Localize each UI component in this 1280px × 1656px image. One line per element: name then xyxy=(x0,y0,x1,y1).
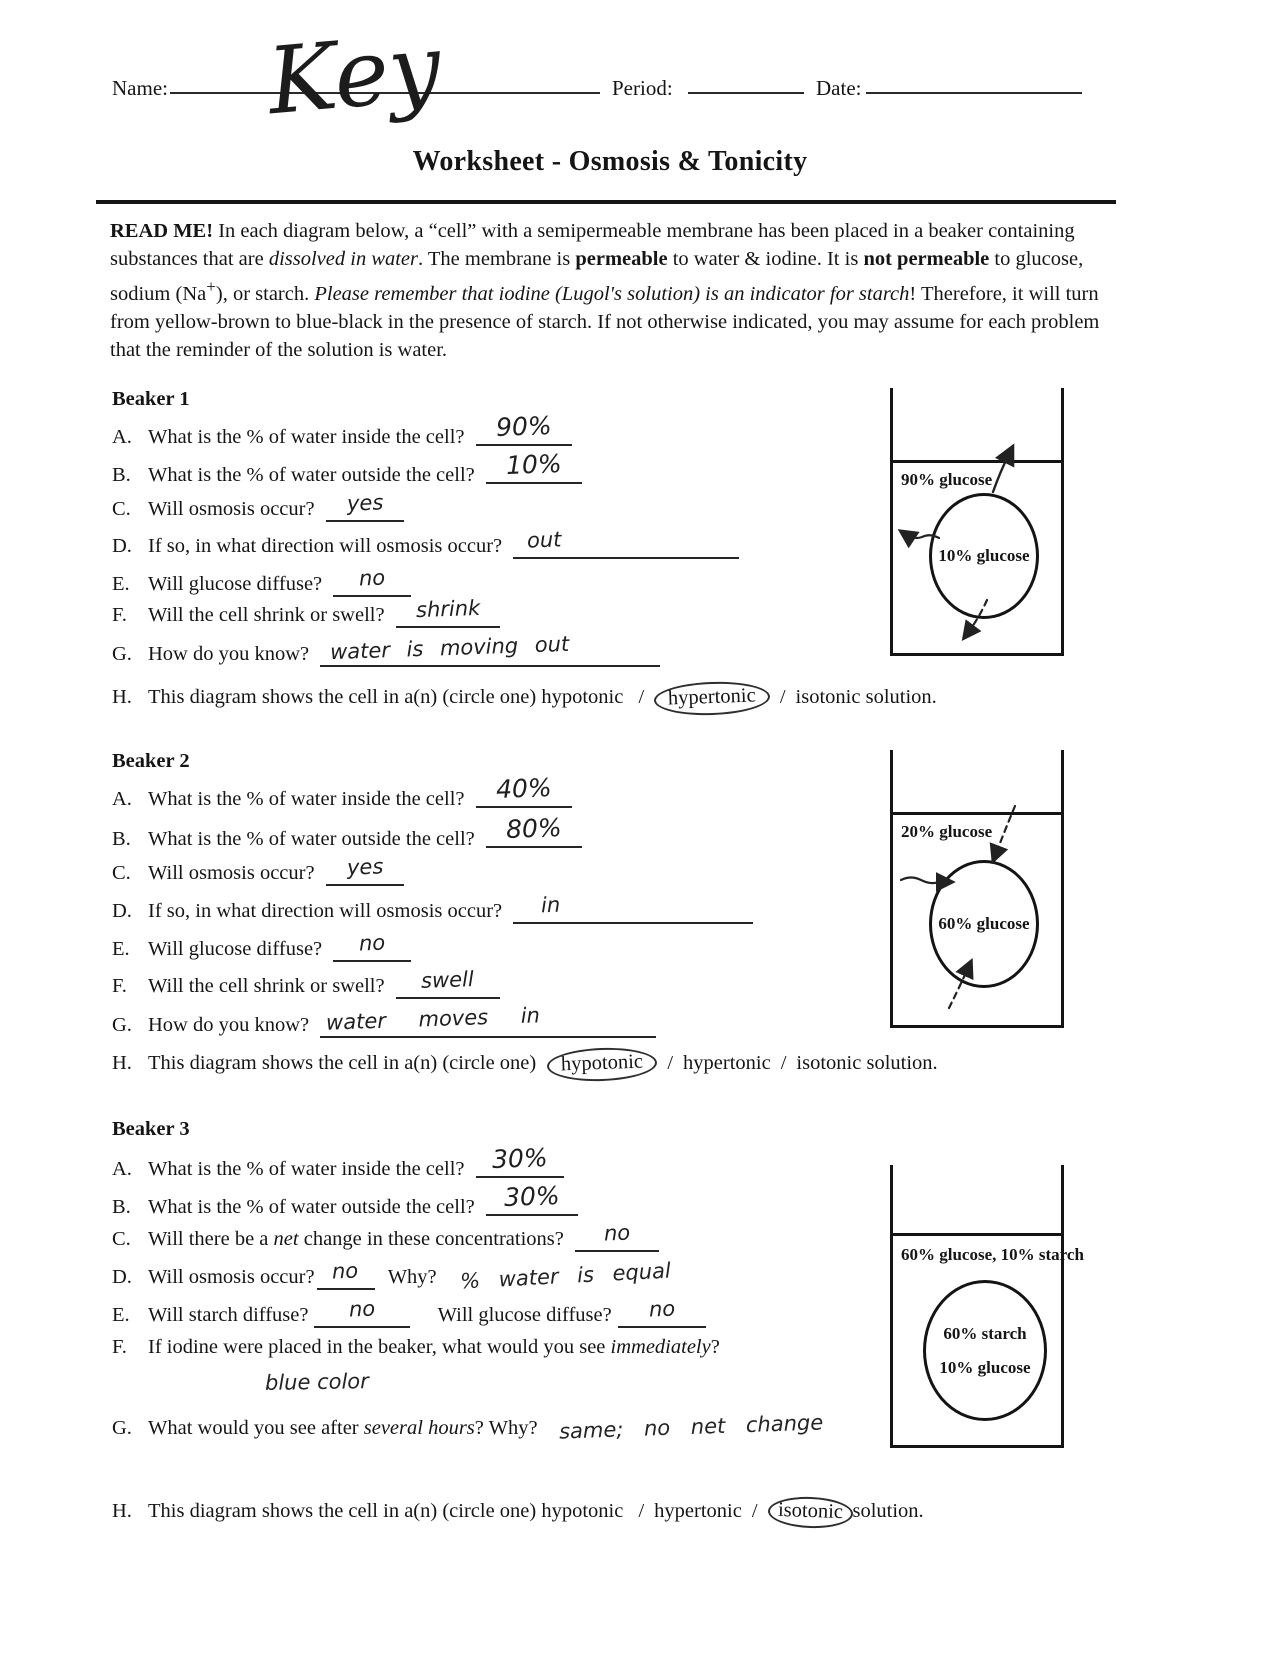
cell-label: 10% glucose xyxy=(938,546,1030,565)
question-text: Why? xyxy=(387,1266,437,1288)
handwritten-answer: yes xyxy=(346,490,384,516)
answer-blank xyxy=(486,813,582,848)
question-text: Will the cell shrink or swell? xyxy=(148,975,385,997)
b1-question-f xyxy=(112,595,500,628)
option-separator: / xyxy=(779,686,786,708)
question-letter: C. xyxy=(112,862,131,884)
question-letter: H. xyxy=(112,1052,132,1074)
b1-question-h xyxy=(112,682,937,715)
answer-blank xyxy=(396,967,500,999)
readme-seg: Please remember that iodine (Lugol's solution) is an indicator for starch xyxy=(314,282,910,305)
answer-blank xyxy=(486,1181,578,1216)
b1-question-c xyxy=(112,490,404,522)
b3-question-b xyxy=(112,1181,578,1219)
b3-question-c xyxy=(112,1220,659,1252)
handwritten-answer: out xyxy=(526,527,563,553)
cell-label: 60% starch xyxy=(943,1323,1027,1343)
question-letter: G. xyxy=(112,1014,132,1036)
beaker2-heading: Beaker 2 xyxy=(112,750,190,772)
question-text: If iodine were placed in the beaker, what would you see xyxy=(148,1336,611,1358)
handwritten-answer: water moves in xyxy=(325,1003,541,1035)
handwritten-answer: no xyxy=(358,930,386,956)
question-letter: F. xyxy=(112,975,127,997)
handwritten-answer: same; no net change xyxy=(558,1410,824,1444)
b1-question-b xyxy=(112,449,582,487)
answer-blank xyxy=(333,930,411,962)
question-text: This diagram shows the cell in a(n) (circle one) hypotonic xyxy=(148,686,624,708)
cell-label: 10% glucose xyxy=(939,1357,1031,1377)
answer-blank xyxy=(326,854,404,886)
question-text: solution. xyxy=(866,1052,938,1074)
question-text: How do you know? xyxy=(148,643,310,665)
period-line xyxy=(688,72,804,94)
question-text: Will glucose diffuse? xyxy=(148,938,323,960)
readme-seg: to water & iodine. It is xyxy=(667,248,864,270)
question-letter: C. xyxy=(112,498,131,520)
question-text: What is the % of water outside the cell? xyxy=(148,464,475,486)
tonicity-option: hypertonic xyxy=(654,1500,742,1522)
readme-paragraph xyxy=(110,217,1116,364)
answer-blank xyxy=(476,1143,564,1178)
answer-blank xyxy=(326,490,404,522)
handwritten-answer: 90% xyxy=(495,411,552,442)
question-text: How do you know? xyxy=(148,1014,310,1036)
readme-seg: not permeable xyxy=(863,248,990,270)
answer-blank xyxy=(575,1220,659,1252)
question-letter: H. xyxy=(112,686,132,708)
question-text: ? Why? xyxy=(474,1417,538,1439)
answer-blank xyxy=(320,1003,656,1038)
question-text: Will there be a xyxy=(148,1228,274,1250)
answer-blank xyxy=(476,411,572,446)
handwritten-answer: no xyxy=(603,1220,631,1246)
b3-question-g xyxy=(112,1410,824,1444)
cell-membrane xyxy=(929,860,1039,988)
option-separator: / xyxy=(780,1052,787,1074)
answer-blank xyxy=(317,1258,375,1290)
beaker1-diagram xyxy=(890,388,1064,656)
b2-question-f xyxy=(112,967,500,999)
option-separator: / xyxy=(667,1052,674,1074)
answer-blank xyxy=(486,449,582,484)
question-letter: G. xyxy=(112,643,132,665)
beaker3-heading: Beaker 3 xyxy=(112,1118,190,1140)
beaker1-heading: Beaker 1 xyxy=(112,388,190,410)
tonicity-option: hypertonic xyxy=(683,1052,771,1074)
question-letter: C. xyxy=(112,1228,131,1250)
circled-answer: hypotonic xyxy=(547,1046,658,1083)
b3-question-d xyxy=(112,1258,672,1294)
b3-question-f xyxy=(112,1336,720,1359)
handwritten-answer: swell xyxy=(420,967,475,993)
question-text: solution. xyxy=(865,686,937,708)
question-text-italic: immediately xyxy=(610,1336,711,1358)
question-letter: A. xyxy=(112,788,132,810)
question-letter: B. xyxy=(112,828,131,850)
solution-label: 20% glucose xyxy=(901,822,993,841)
question-text: ? xyxy=(710,1336,720,1358)
question-text: If so, in what direction will osmosis occur? xyxy=(148,900,503,922)
handwritten-answer: no xyxy=(332,1258,360,1284)
page-title: Worksheet - Osmosis & Tonicity xyxy=(412,146,808,177)
solution-label: 60% glucose, 10% starch xyxy=(901,1245,1084,1264)
b2-question-c xyxy=(112,854,404,886)
readme-seg: ), or starch. xyxy=(215,282,315,305)
readme-seg: ! Therefore, it will turn from yellow-brown to blue-black in the presence of starch. If not otherwise indicated, you may assume for each problem that the reminder of the solution is water. xyxy=(110,282,1100,361)
b3-answer-f xyxy=(265,1370,369,1395)
answer-blank xyxy=(618,1296,706,1328)
readme-seg: . The membrane is xyxy=(418,248,576,270)
beaker3-diagram xyxy=(890,1165,1084,1448)
question-letter: E. xyxy=(112,1304,130,1326)
cell-membrane xyxy=(923,1280,1047,1421)
question-letter: F. xyxy=(112,1336,127,1358)
date-label: Date: xyxy=(816,76,862,100)
period-label: Period: xyxy=(612,76,673,100)
water-line xyxy=(893,1233,1061,1236)
question-text: Will starch diffuse? xyxy=(148,1304,309,1326)
handwritten-answer: 30% xyxy=(503,1181,561,1212)
question-text: What is the % of water outside the cell? xyxy=(148,828,475,850)
question-text: Will osmosis occur? xyxy=(148,862,315,884)
divider-rule xyxy=(96,200,1116,204)
question-text: solution. xyxy=(852,1500,924,1522)
option-separator: / xyxy=(751,1500,758,1522)
readme-seg: dissolved in water xyxy=(268,248,419,270)
b2-question-g xyxy=(112,1003,656,1038)
b1-question-g xyxy=(112,631,660,667)
name-signature: Key xyxy=(263,13,445,136)
answer-blank xyxy=(476,773,572,808)
b2-question-b xyxy=(112,813,582,851)
handwritten-answer: yes xyxy=(346,854,384,880)
b2-question-d xyxy=(112,892,753,924)
handwritten-answer: 30% xyxy=(491,1143,548,1174)
circled-answer: hypertonic xyxy=(654,680,771,717)
question-letter: H. xyxy=(112,1500,132,1522)
date-line xyxy=(866,72,1082,94)
question-text: This diagram shows the cell in a(n) (circle one) xyxy=(148,1052,537,1074)
answer-blank xyxy=(320,631,660,667)
answer-blank xyxy=(333,565,411,597)
question-letter: E. xyxy=(112,938,130,960)
readme-superscript: + xyxy=(206,277,216,296)
question-letter: B. xyxy=(112,464,131,486)
handwritten-answer: 10% xyxy=(505,449,563,480)
question-text: Will osmosis occur? xyxy=(148,1266,315,1288)
question-text: This diagram shows the cell in a(n) (circle one) hypotonic xyxy=(148,1500,624,1522)
question-text-italic: net xyxy=(273,1228,299,1250)
handwritten-answer: in xyxy=(540,892,561,918)
readme-seg: to glucose, sodium (Na xyxy=(110,248,1084,305)
solution-label: 90% glucose xyxy=(901,470,993,489)
handwritten-answer: no xyxy=(348,1296,376,1322)
water-line xyxy=(893,460,1061,463)
question-text: change in these concentrations? xyxy=(298,1228,564,1250)
handwritten-answer: no xyxy=(358,565,386,591)
readme-seg: In each diagram below, a “cell” with a semipermeable membrane has been placed in a beaker containing substances that are xyxy=(110,220,1075,270)
b1-question-e xyxy=(112,565,411,597)
question-letter: D. xyxy=(112,535,132,557)
cell-label: 60% glucose xyxy=(938,914,1030,933)
question-text: Will osmosis occur? xyxy=(148,498,315,520)
circled-answer: isotonic xyxy=(767,1496,853,1530)
question-text: What would you see after xyxy=(148,1417,364,1439)
question-letter: F. xyxy=(112,604,127,626)
b2-question-e xyxy=(112,930,411,962)
handwritten-answer: shrink xyxy=(415,595,481,623)
tonicity-option: isotonic xyxy=(795,686,861,708)
water-line xyxy=(893,812,1061,815)
b2-question-a xyxy=(112,773,572,811)
question-letter: A. xyxy=(112,426,132,448)
b3-question-a xyxy=(112,1143,564,1181)
handwritten-answer: 40% xyxy=(495,773,552,804)
answer-blank xyxy=(396,595,500,628)
question-text: What is the % of water inside the cell? xyxy=(148,426,465,448)
question-text: Will the cell shrink or swell? xyxy=(148,604,385,626)
question-letter: A. xyxy=(112,1158,132,1180)
tonicity-option: isotonic xyxy=(796,1052,862,1074)
question-text: Will glucose diffuse? xyxy=(437,1304,612,1326)
b2-question-h xyxy=(112,1048,938,1081)
cell-membrane xyxy=(929,493,1039,619)
option-separator: / xyxy=(638,1500,645,1522)
answer-blank xyxy=(513,892,753,924)
question-letter: G. xyxy=(112,1417,132,1439)
handwritten-answer: no xyxy=(648,1296,676,1322)
b3-question-e xyxy=(112,1296,706,1328)
b1-question-a xyxy=(112,411,572,449)
question-letter: E. xyxy=(112,573,130,595)
name-label: Name: xyxy=(112,76,168,100)
question-letter: D. xyxy=(112,1266,132,1288)
question-letter: D. xyxy=(112,900,132,922)
beaker2-diagram xyxy=(890,750,1064,1028)
handwritten-answer: water is moving out xyxy=(329,631,570,665)
answer-blank xyxy=(513,527,739,559)
question-text: Will glucose diffuse? xyxy=(148,573,323,595)
b1-question-d xyxy=(112,527,739,559)
question-text: What is the % of water inside the cell? xyxy=(148,788,465,810)
readme-label: READ ME! xyxy=(110,220,214,242)
handwritten-answer: 80% xyxy=(505,813,563,844)
option-separator: / xyxy=(638,686,645,708)
b3-question-h xyxy=(112,1497,924,1528)
handwritten-answer: % water is equal xyxy=(459,1258,672,1294)
question-text-italic: several hours xyxy=(363,1417,475,1439)
readme-seg: permeable xyxy=(575,248,668,270)
question-letter: B. xyxy=(112,1196,131,1218)
question-text: If so, in what direction will osmosis occur? xyxy=(148,535,503,557)
answer-blank xyxy=(314,1296,410,1328)
question-text: What is the % of water inside the cell? xyxy=(148,1158,465,1180)
handwritten-answer: blue color xyxy=(264,1369,369,1395)
question-text: What is the % of water outside the cell? xyxy=(148,1196,475,1218)
